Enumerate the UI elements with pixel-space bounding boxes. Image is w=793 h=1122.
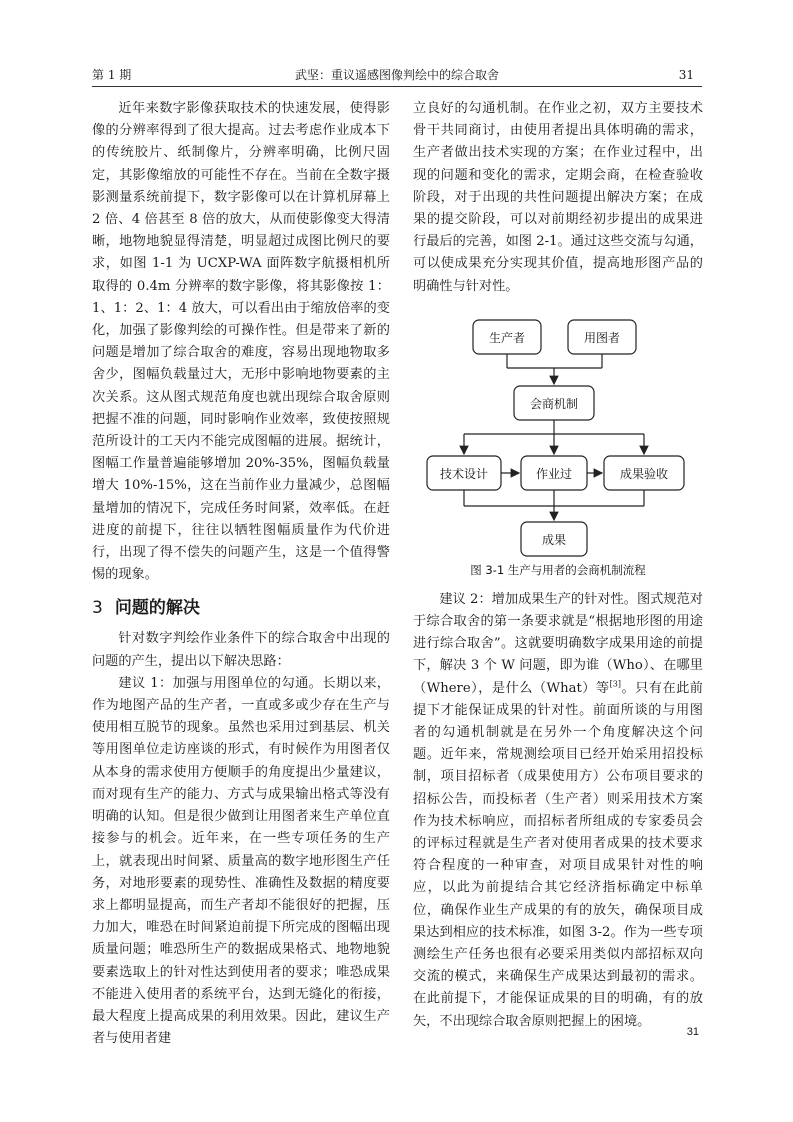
flowchart-figure	[413, 308, 703, 583]
header-page-number: 31	[678, 68, 694, 82]
citation-ref: [3]	[609, 679, 621, 689]
section-title: 问题的解决	[114, 598, 200, 619]
body-paragraph: 近年来数字影像获取技术的快速发展，使得影像的分辨率得到了很大提高。过去考虑作业成本下的传统胶片、纸制像片，分辨率明确，比例尺固定，其影像缩放的可能性不存在。当前在全数字摄影测量系统前提下，数字影像可以在计算机屏幕上 2 倍、4 倍甚至 8 倍的放大，从而使影像变大得清晰，地物地貌显得清楚，明显超过成图比例尺的要求，如图 1-1 为 UCXP-WA 面阵数字航摄相机所取得的 0.4m 分辨率的数字影像，将其影像按 1：1、1：2、1：4 放大，可以看出由于缩放倍率的变化，加强了影像判绘的可操作性。但是带来了新的问题是增加了综合取舍的难度，容易出现地物取多舍少，图幅负载量过大，无形中影响地物要素的主次关系。这从图式规范角度也就出现综合取舍原则把握不准的问题，同时影响作业效率，致使按照规范所设计的工天内不能完成图幅的进展。据统计，图幅工作量普遍能够增加 20%-35%，图幅负载量增大 10%-15%，这在当前作业力量减少，总图幅量增加的情况下，完成任务时间紧，效率低。在赶进度的前提下，往往以牺牲图幅质量作为代价进行，出现了得不偿失的问题产生，这是一个值得警惕的现象。	[92, 101, 390, 583]
design-label: 技术设计	[439, 466, 489, 481]
running-header	[92, 64, 702, 87]
body-paragraph: 针对数字判绘作业条件下的综合取舍中出现的问题的产生，提出以下解决思路：	[92, 631, 390, 669]
section-heading	[92, 596, 390, 620]
body-paragraph: 建议 1：加强与用图单位的勾通。长期以来，作为地图产品的生产者，一直或多或少存在生产与使用相互脱节的现象。虽然也采用过到基层、机关等用图单位走访座谈的形式，有时候作为用图者仅从本身的需求使用方便顺手的角度提出少量建议，而对现有生产的能力、方式与成果输出格式等没有明确的认知。但是很少做到让用图者来生产单位直接参与的机会。近年来，在一些专项任务的生产上，就表现出时间紧、质量高的数字地形图生产任务，对地形要素的现势性、准确性及数据的精度要求上都明显提高，而生产者却不能很好的把握，压力加大，唯恐在时间紧迫前提下所完成的图幅出现质量问题；唯恐所生产的数据成果格式、地物地貌要素选取上的针对性达到使用者的要求；唯恐成果不能进入使用者的系统平台，达到无缝化的衔接，最大程度上提高成果的利用效果。因此，建议生产者与使用者建	[92, 675, 390, 1047]
result-label: 成果	[541, 532, 567, 547]
body-paragraph	[413, 589, 703, 1033]
consult-label: 会商机制	[529, 396, 579, 411]
footer-page-number: 31	[686, 1026, 699, 1038]
producer-label: 生产者	[488, 330, 526, 345]
paragraph-text-tail: 。只有在此前提下才能保证成果的针对性。前面所谈的与用图者的勾通机制就是在另外一个角度解决这个问题。近年来，常规测绘项目已经开始采用招投标制，项目招标者（成果使用方）公布项目要求的招标公告，而投标者（生产者）则采用技术方案作为技术标响应，而招标者所组成的专家委员会的评标过程就是生产者对使用者成果的技术要求符合程度的一种审查，对项目成果针对性的响应，以此为前提结合其它经济指标确定中标单位，确保作业生产成果的有的放矢，确保项目成果达到相应的技术标准，如图 3-2。作为一些专项测绘生产任务也很有必要采用类似内部招标双向交流的模式，来确保生产成果达到最初的需求。在此前提下，才能保证成果的目的明确，有的放矢，不出现综合取舍原则把握上的困境。	[413, 680, 703, 1029]
article-running-title: 武坚：重议遥感图像判绘中的综合取舍	[294, 68, 499, 82]
right-column	[413, 98, 703, 1033]
body-paragraph: 立良好的勾通机制。在作业之初，双方主要技术骨干共同商讨，由使用者提出具体明确的需求，生产者做出技术实现的方案；在作业过程中，出现的问题和变化的需求，定期会商，在检查验收阶段，对于出现的共性问题提出解决方案；在成果的提交阶段，可以对前期经初步提出的成果进行最后的完善，如图 2-1。通过这些交流与勾通，可以使成果充分实现其价值，提高地形图产品的明确性与针对性。	[413, 101, 703, 294]
process-label: 作业过	[535, 466, 573, 481]
flowchart-diagram	[413, 308, 703, 583]
issue-number: 第 1 期	[92, 68, 132, 82]
left-column	[92, 98, 390, 1050]
section-number: 3	[92, 598, 103, 619]
paragraph-text: 建议 2：增加成果生产的针对性。图式规范对于综合取舍的第一条要求就是“根据地形图的用途进行综合取舍”。这就要明确数字成果用途的前提下，解决 3 个 W 问题，即为谁（Who）、在哪里（Where），是什么（What）等	[413, 591, 703, 696]
user-label: 用图者	[583, 330, 621, 345]
acceptance-label: 成果验收	[619, 466, 669, 481]
figure-caption: 图 3-1 生产与用者的会商机制流程	[470, 562, 646, 577]
